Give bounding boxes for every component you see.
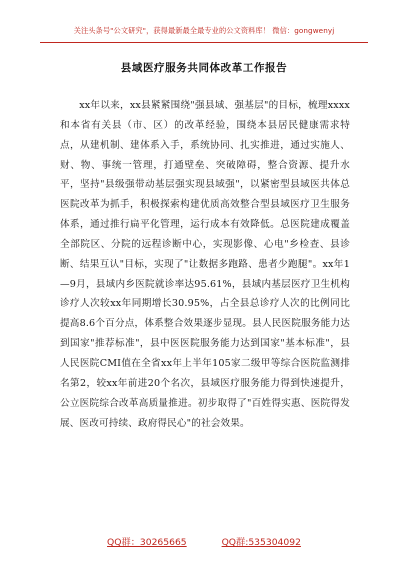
body-paragraph: xx年以来，xx县紧紧围绕"强县域、强基层"的目标，梳理xxxx和本省有关县（市、区）的改革经验，围绕本县居民健康需求特点，从建机制、建体系入手，系统协同、扎实推进，通过实施人、财、物、事统一管理，打通壁垒、突破障碍，整合资源、提升水平，坚持"县级强带动基层强实现县域强"，以紧密型县域医共体总医院改革为抓手，积极探索构建优质高效整合型县域医疗卫生服务体系，通过推行扁平化管理，运行成本有效降低。总医院建成覆盖全部院区、分院的远程诊断中心，实现影像、心电"乡检查、县诊断、结果互认"目标，实现了"让数据多跑路、患者少跑腿"。xx年1—9月，县域内乡医院就诊率达95.61%，县域内基层医疗卫生机构诊疗人次较xx年同期增长30.95%，占全县总诊疗人次的比例同比提高8.6个百分点，体系整合效果逐步显现。县人民医院服务能力达到国家"推荐标准"，县中医医院服务能力达到国家"基本标准"，县人民医院CMI值在全省xx年上半年105家二级甲等综合医院监测排名第2，较xx年前进20个名次，县域医疗服务能力得到快速提升，公立医院综合改革高质量推进。初步取得了"百姓得实惠、医院得发展、医改可持续、政府得民心"的社会效果。 xyxy=(60,100,350,429)
header-divider xyxy=(40,42,368,43)
document-body xyxy=(60,96,350,433)
footer-qq-group-2[interactable]: QQ群:535304092 xyxy=(221,537,301,548)
document-title: 县域医疗服务共同体改革工作报告 xyxy=(120,62,288,74)
footer xyxy=(40,534,368,548)
footer-qq-group-1[interactable]: QQ群：30265665 xyxy=(107,537,187,548)
header-banner: 关注头条号"公文研究"，获得最新最全最专业的公文资料库！ 微信：gongwenyj xyxy=(73,26,335,35)
